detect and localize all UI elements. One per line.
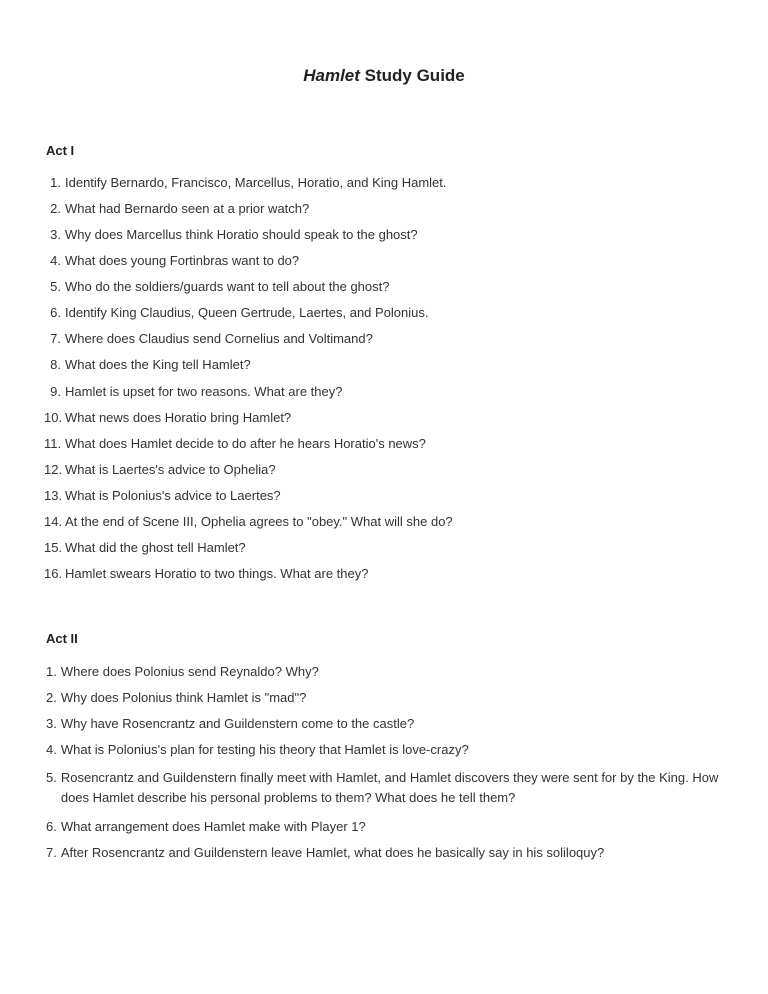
question-number: 2.: [50, 200, 61, 216]
question-item: [44, 736, 734, 762]
question-text: What news does Horatio bring Hamlet?: [65, 409, 292, 425]
question-item: [44, 247, 744, 273]
question-text: What is Laertes's advice to Ophelia?: [65, 461, 276, 477]
question-item: [44, 561, 744, 587]
question-number: 16.: [44, 566, 63, 582]
question-item: [44, 840, 734, 866]
question-text: What is Polonius's advice to Laertes?: [65, 488, 281, 504]
question-item: [44, 352, 744, 378]
question-number: 10.: [44, 409, 63, 425]
question-item: [44, 814, 734, 840]
question-item: [44, 684, 734, 710]
question-item: [44, 763, 734, 814]
question-number: 5.: [50, 279, 61, 295]
question-number: 13.: [44, 488, 63, 504]
question-item: [44, 658, 734, 684]
title-rest: Study Guide: [364, 66, 465, 85]
page-title: [0, 66, 768, 86]
question-item: [44, 483, 744, 509]
question-text: Hamlet is upset for two reasons. What are they?: [65, 383, 343, 399]
question-item: [44, 195, 744, 221]
question-number: 15.: [44, 540, 63, 556]
question-number: 8.: [50, 357, 61, 373]
question-text: Where does Claudius send Cornelius and Voltimand?: [65, 331, 373, 347]
question-text: Where does Polonius send Reynaldo? Why?: [60, 663, 319, 679]
question-number: 6.: [46, 819, 57, 835]
question-text: Identify King Claudius, Queen Gertrude, Laertes, and Polonius.: [65, 305, 429, 321]
title-italic: Hamlet: [303, 66, 360, 85]
question-number: 6.: [50, 305, 61, 321]
question-item: [44, 300, 744, 326]
question-number: 2.: [46, 689, 57, 705]
question-text: What does the King tell Hamlet?: [65, 357, 251, 373]
question-item: [44, 221, 744, 247]
question-text: What did the ghost tell Hamlet?: [65, 540, 246, 556]
act-2-heading: Act II: [46, 631, 78, 646]
question-number: 3.: [50, 226, 61, 242]
question-number: 7.: [46, 845, 57, 861]
question-number: 1.: [46, 663, 57, 679]
question-text: Rosencrantz and Guildenstern finally meet with Hamlet, and Hamlet discovers they were sent for by the King. How does Hamlet describe his personal problems to them? What does he tell them?: [60, 769, 719, 805]
question-item: [44, 326, 744, 352]
question-text: Why have Rosencrantz and Guildenstern come to the castle?: [60, 715, 415, 731]
question-text: At the end of Scene III, Ophelia agrees to "obey." What will she do?: [65, 514, 453, 530]
question-item: [44, 274, 744, 300]
question-text: What had Bernardo seen at a prior watch?: [65, 200, 310, 216]
question-number: 4.: [46, 741, 57, 757]
question-item: [44, 169, 744, 195]
question-number: 4.: [50, 252, 61, 268]
question-item: [44, 430, 744, 456]
question-text: What does young Fortinbras want to do?: [65, 252, 300, 268]
act-1-heading: Act I: [46, 143, 75, 158]
question-item: [44, 535, 744, 561]
question-text: After Rosencrantz and Guildenstern leave Hamlet, what does he basically say in his soliloquy?: [60, 845, 605, 861]
question-number: 14.: [44, 514, 63, 530]
question-text: What does Hamlet decide to do after he hears Horatio's news?: [65, 435, 426, 451]
question-number: 7.: [50, 331, 61, 347]
question-item: [44, 509, 744, 535]
question-text: What is Polonius's plan for testing his theory that Hamlet is love-crazy?: [60, 741, 469, 757]
question-text: Why does Marcellus think Horatio should speak to the ghost?: [65, 226, 418, 242]
question-number: 12.: [44, 461, 63, 477]
question-text: Identify Bernardo, Francisco, Marcellus, Horatio, and King Hamlet.: [65, 174, 447, 190]
question-number: 1.: [50, 174, 61, 190]
question-number: 9.: [50, 383, 61, 399]
question-item: [44, 456, 744, 482]
question-text: What arrangement does Hamlet make with Player 1?: [60, 819, 366, 835]
question-item: [44, 378, 744, 404]
question-number: 3.: [46, 715, 57, 731]
question-text: Hamlet swears Horatio to two things. What are they?: [65, 566, 369, 582]
question-item: [44, 404, 744, 430]
act-1-questions: [44, 169, 744, 587]
question-number: 5.: [46, 769, 57, 785]
question-text: Why does Polonius think Hamlet is "mad"?: [60, 689, 307, 705]
question-item: [44, 710, 734, 736]
act-2-questions: [44, 658, 734, 866]
question-number: 11.: [44, 435, 62, 451]
question-text: Who do the soldiers/guards want to tell about the ghost?: [65, 279, 390, 295]
